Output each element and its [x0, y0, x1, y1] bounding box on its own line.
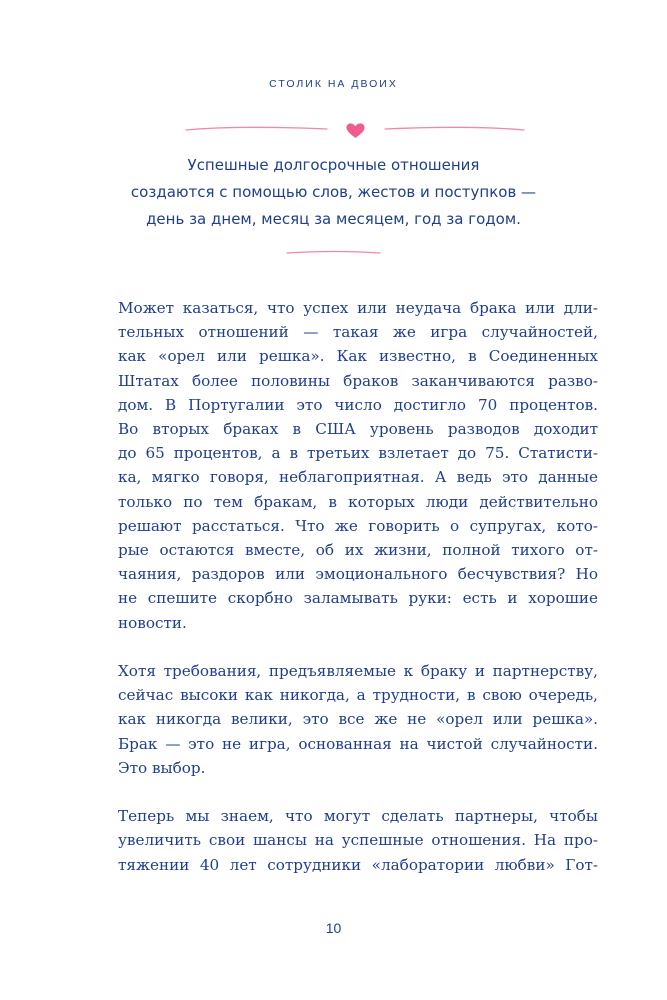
text-line: сейчас высоки как никогда, а трудности, в свою очередь,	[118, 686, 598, 705]
text-line: тяжении 40 лет сотрудники «лаборатории любви» Гот-	[118, 855, 598, 874]
text-line: Во вторых браках в США уровень разводов доходит	[118, 420, 598, 439]
running-header: СТОЛИК НА ДВОИХ	[269, 78, 398, 90]
heart-icon	[346, 123, 364, 138]
paragraph	[118, 804, 598, 877]
bottom-rule-line	[287, 252, 380, 254]
divider-left-rule	[186, 127, 327, 130]
text-line: Это выбор.	[118, 758, 206, 777]
text-line: как никогда велики, это все же не «орел или решка».	[118, 710, 598, 729]
heart-divider	[0, 118, 667, 142]
body-text	[118, 296, 598, 901]
text-line: Теперь мы знаем, что могут сделать партнеры, чтобы	[118, 807, 598, 826]
text-line: Может казаться, что успех или неудача брака или дли-	[118, 299, 598, 317]
text-line: ка, мягко говоря, неблагоприятная. А ведь это данные	[118, 468, 598, 487]
quote-line: создаются с помощью слов, жестов и поступков —	[130, 183, 537, 201]
paragraph	[118, 296, 598, 635]
text-line: чаяния, раздоров или эмоционального бесчувствия? Но	[118, 565, 598, 584]
quote-bottom-rule	[0, 248, 667, 258]
pull-quote	[0, 152, 667, 233]
text-line: Штатах более половины браков заканчиваются разво-	[118, 371, 598, 390]
text-line: дом. В Португалии это число достигло 70 процентов.	[118, 395, 598, 414]
text-line: рые остаются вместе, об их жизни, полной тихого от-	[118, 541, 598, 560]
text-line: Хотя требования, предъявляемые к браку и партнерству,	[118, 662, 598, 681]
quote-line: день за днем, месяц за месяцем, год за годом.	[146, 210, 521, 228]
text-line: решают расстаться. Что же говорить о супругах, кото-	[118, 516, 598, 535]
text-line: увеличить свои шансы на успешные отношения. На про-	[118, 831, 598, 850]
text-line: как «орел или решка». Как известно, в Соединенных	[118, 347, 598, 366]
text-line: Брак — это не игра, основанная на чистой случайности.	[118, 734, 598, 753]
text-line: не спешите скорбно заламывать руки: есть и хорошие	[118, 589, 598, 608]
text-line: новости.	[118, 613, 187, 632]
text-line: только по тем бракам, в которых люди действительно	[118, 492, 598, 511]
quote-line: Успешные долгосрочные отношения	[187, 156, 480, 174]
text-line: тельных отношений — такая же игра случайностей,	[118, 323, 598, 342]
divider-right-rule	[385, 127, 524, 130]
text-line: до 65 процентов, а в третьих взлетает до 75. Статисти-	[118, 444, 598, 463]
paragraph	[118, 659, 598, 780]
page-number: 10	[325, 920, 342, 936]
